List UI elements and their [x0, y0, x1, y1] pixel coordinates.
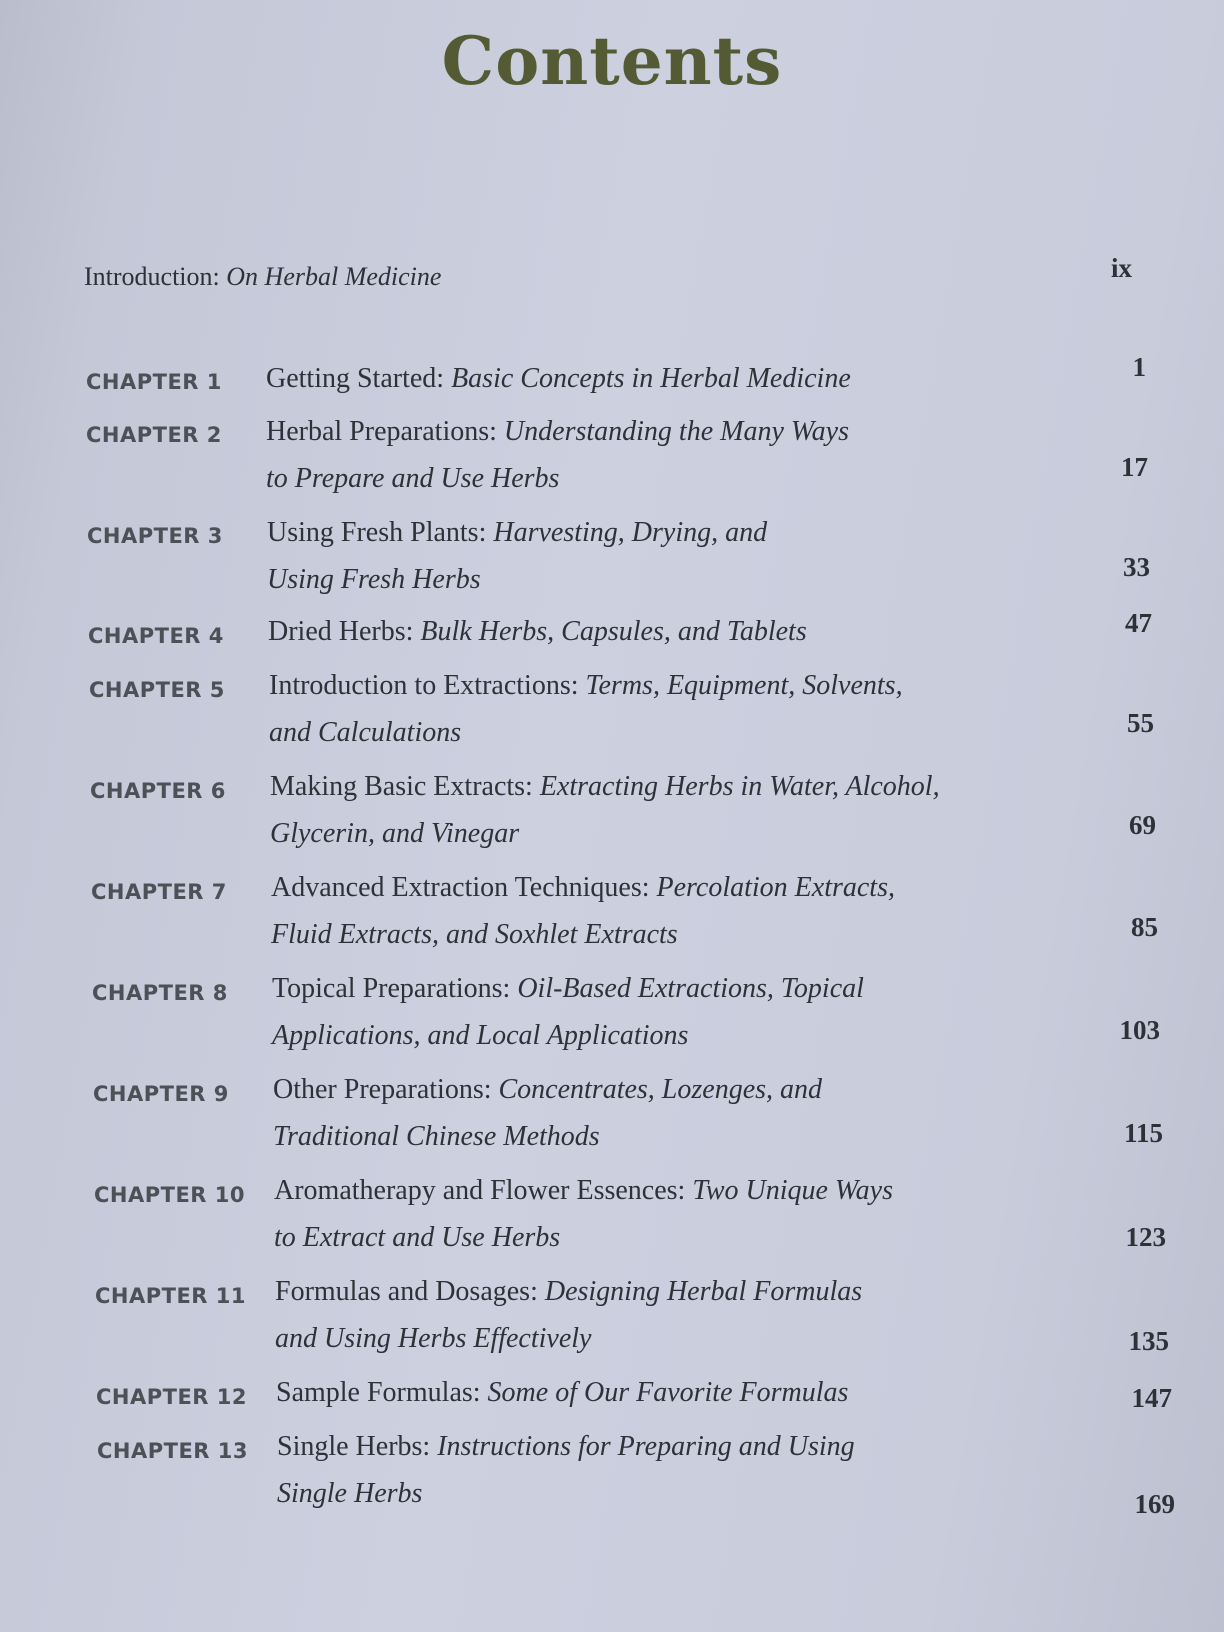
chapter-label: CHAPTER 12	[96, 1385, 248, 1409]
introduction-label: Introduction:	[84, 262, 227, 291]
chapter-subtitle-continued: Single Herbs	[277, 1478, 423, 1509]
chapter-page-number: 115	[1123, 1118, 1163, 1148]
chapter-title	[276, 1369, 1036, 1416]
chapter-main-title: Sample Formulas:	[276, 1377, 488, 1408]
chapter-title	[269, 662, 1029, 756]
chapter-subtitle: Oil-Based Extractions, Topical	[517, 973, 864, 1004]
introduction-page-number: ix	[1110, 253, 1132, 283]
chapter-page-number: 135	[1128, 1326, 1169, 1356]
chapter-page-number: 103	[1119, 1015, 1160, 1045]
chapter-label: CHAPTER 1	[86, 370, 222, 394]
chapter-subtitle-continued: and Calculations	[269, 717, 462, 748]
chapter-page-number: 147	[1131, 1383, 1172, 1413]
chapter-subtitle-continued: Applications, and Local Applications	[272, 1020, 689, 1051]
chapter-page-number: 169	[1134, 1489, 1175, 1519]
chapter-subtitle: Basic Concepts in Herbal Medicine	[451, 363, 851, 394]
toc-entry-introduction[interactable]	[84, 262, 441, 292]
chapter-subtitle: Bulk Herbs, Capsules, and Tablets	[420, 616, 807, 647]
chapter-subtitle-continued: Fluid Extracts, and Soxhlet Extracts	[271, 919, 678, 950]
chapter-title	[270, 763, 1030, 857]
chapter-main-title: Other Preparations:	[273, 1074, 499, 1105]
chapter-main-title: Introduction to Extractions:	[269, 670, 586, 701]
chapter-title	[271, 864, 1031, 958]
chapter-main-title: Making Basic Extracts:	[270, 771, 540, 802]
chapter-page-number: 33	[1123, 552, 1150, 582]
chapter-main-title: Formulas and Dosages:	[275, 1276, 545, 1307]
chapter-subtitle-continued: Using Fresh Herbs	[267, 564, 481, 595]
chapter-subtitle: Designing Herbal Formulas	[544, 1276, 863, 1307]
chapter-page-number: 17	[1121, 452, 1148, 482]
chapter-page-number: 123	[1125, 1222, 1166, 1252]
chapter-subtitle-continued: to Prepare and Use Herbs	[266, 463, 560, 494]
chapter-page-number: 69	[1129, 810, 1156, 840]
chapter-subtitle: Instructions for Preparing and Using	[437, 1431, 855, 1462]
chapter-title	[266, 355, 1026, 402]
chapter-label: CHAPTER 5	[89, 678, 225, 702]
chapter-page-number: 55	[1127, 708, 1154, 738]
chapter-label: CHAPTER 2	[86, 423, 222, 447]
chapter-main-title: Herbal Preparations:	[266, 416, 504, 447]
chapter-label: CHAPTER 10	[94, 1183, 246, 1207]
chapter-label: CHAPTER 9	[93, 1082, 229, 1106]
chapter-subtitle: Harvesting, Drying, and	[493, 517, 768, 548]
chapter-title	[277, 1423, 1037, 1517]
chapter-label: CHAPTER 6	[90, 779, 226, 803]
chapter-main-title: Getting Started:	[266, 363, 452, 394]
chapter-main-title: Dried Herbs:	[268, 616, 421, 647]
chapter-label: CHAPTER 11	[95, 1284, 247, 1308]
chapter-subtitle-continued: Glycerin, and Vinegar	[270, 818, 520, 849]
chapter-main-title: Using Fresh Plants:	[267, 517, 494, 548]
chapter-main-title: Aromatherapy and Flower Essences:	[274, 1175, 693, 1206]
chapter-title	[266, 408, 1026, 502]
chapter-label: CHAPTER 8	[92, 981, 228, 1005]
chapter-subtitle: Terms, Equipment, Solvents,	[585, 670, 903, 701]
chapter-main-title: Single Herbs:	[277, 1431, 438, 1462]
chapter-title	[272, 965, 1032, 1059]
chapter-subtitle: Percolation Extracts,	[656, 872, 895, 903]
chapter-page-number: 85	[1131, 912, 1158, 942]
chapter-title	[273, 1066, 1033, 1160]
chapter-page-number: 1	[1132, 352, 1146, 382]
chapter-label: CHAPTER 13	[97, 1439, 249, 1463]
chapter-title	[274, 1167, 1034, 1261]
chapter-subtitle-continued: Traditional Chinese Methods	[273, 1121, 600, 1152]
chapter-label: CHAPTER 7	[91, 880, 227, 904]
chapter-subtitle-continued: and Using Herbs Effectively	[275, 1323, 592, 1354]
chapter-subtitle: Understanding the Many Ways	[503, 416, 849, 447]
introduction-subtitle: On Herbal Medicine	[226, 262, 442, 291]
chapter-title	[267, 509, 1027, 603]
chapter-subtitle-continued: to Extract and Use Herbs	[274, 1222, 561, 1253]
chapter-title	[268, 608, 1028, 655]
chapter-main-title: Topical Preparations:	[272, 973, 518, 1004]
chapter-subtitle: Extracting Herbs in Water, Alcohol,	[539, 771, 940, 802]
chapter-subtitle: Some of Our Favorite Formulas	[487, 1377, 849, 1408]
chapter-label: CHAPTER 3	[87, 524, 223, 548]
chapter-subtitle: Concentrates, Lozenges, and	[498, 1074, 823, 1105]
chapter-label: CHAPTER 4	[88, 624, 224, 648]
chapter-subtitle: Two Unique Ways	[692, 1175, 894, 1206]
page-title: Contents	[441, 22, 783, 100]
chapter-title	[275, 1268, 1035, 1362]
chapter-main-title: Advanced Extraction Techniques:	[271, 872, 657, 903]
chapter-page-number: 47	[1125, 608, 1152, 638]
